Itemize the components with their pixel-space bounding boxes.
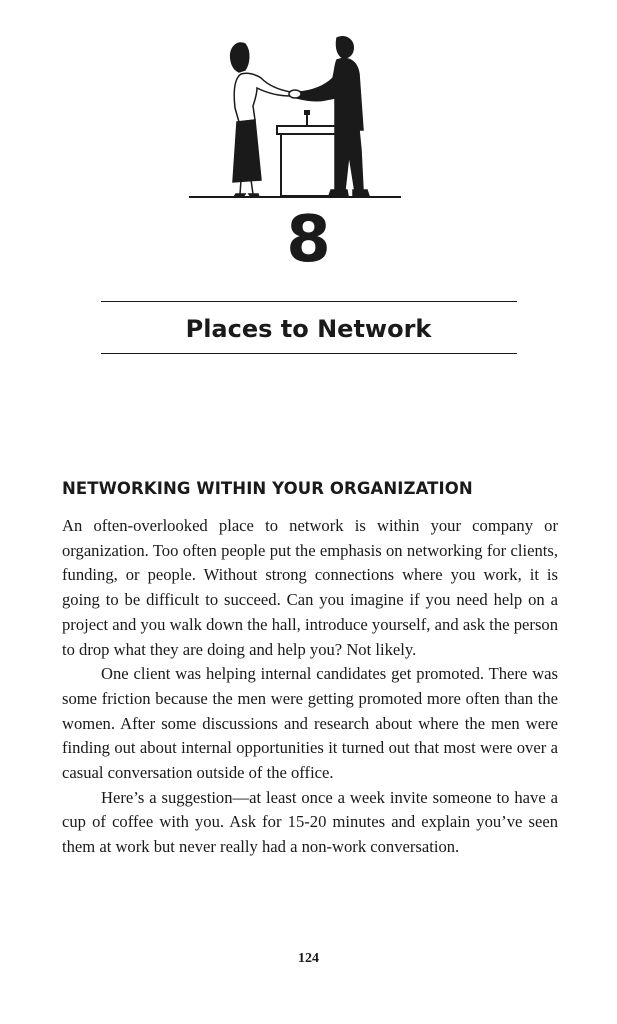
page-number: 124 [298, 951, 319, 966]
paragraph: An often-overlooked place to network is within your company or organization. Too often people put the emphasis on networking for clients, funding, or people. Without strong connections where you work, it is going to be difficult to succeed. Can you imagine if you need help on a project and you walk down the hall, introduce yourself, and ask the person to drop what they are doing and help you? Not likely. [62, 516, 558, 659]
chapter-title: Places to Network [185, 315, 432, 343]
chapter-number: 8 [286, 203, 331, 277]
podium [277, 126, 343, 196]
title-rule-top [101, 301, 517, 302]
paragraph: One client was helping internal candidates get promoted. There was some friction because the men were getting promoted more often than the women. After some discussions and research about where the men were finding out about internal opportunities it turned out that most were over a casual conversation outside of the office. [62, 664, 558, 783]
body-text [62, 514, 558, 860]
paragraph: Here’s a suggestion—at least once a week invite someone to have a cup of coffee with you. Ask for 15-20 minutes and explain you’ve seen them at work but never really had a non-work conversation. [62, 787, 558, 857]
section-heading: NETWORKING WITHIN YOUR ORGANIZATION [62, 479, 473, 498]
handshake-illustration [185, 30, 405, 202]
title-rule-bottom [101, 353, 517, 354]
